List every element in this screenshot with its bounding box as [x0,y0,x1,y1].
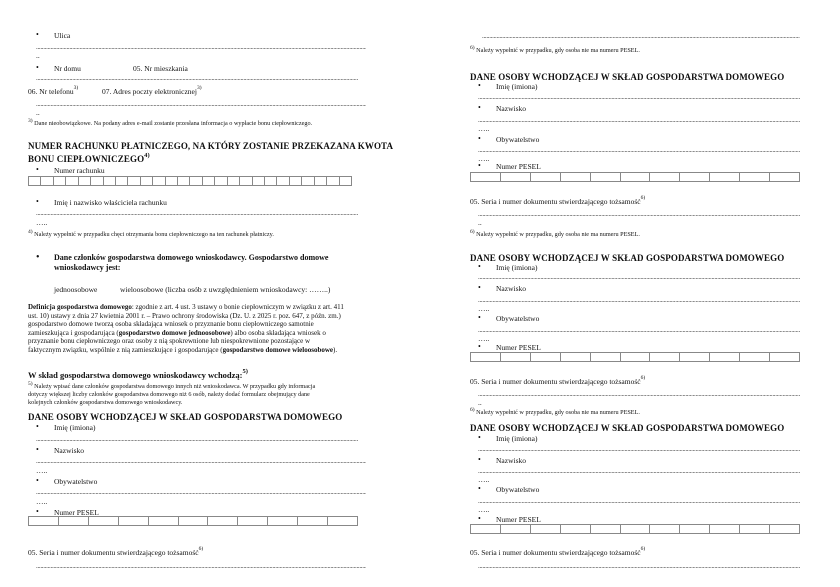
nazwisko-field[interactable] [478,296,800,304]
document-label: 05. Seria i numer dokumentu stwierdzającego tożsamość$^{6)}$ [470,546,646,557]
nazwisko-label: Nazwisko [496,104,526,113]
nazwisko-label: Nazwisko [496,456,526,465]
footnote-5: 5) Należy wpisać dane członków gospodarstwa domowego innych niż wnioskodawca. W przypadku gdy informacja dotyczy większej liczby członków gospodarstwa domowego niż 6 osób, należy dodać formularz obejmujący dane kolejnych członków gospodarstwa domowego wnioskodawcy. [28,381,316,407]
left-page [28,0,394,587]
obywatelstwo-field[interactable] [478,326,800,334]
nr-rachunku-label: Numer rachunku [54,166,105,175]
bullet: • [478,283,481,292]
bullet: • [36,476,39,485]
obywatelstwo-label: Obywatelstwo [496,314,540,323]
right-page [470,0,800,587]
adres-poczty-label: 07. Adres poczty elektronicznej$^{3)}$ [102,85,202,96]
ellipsis: ….. [478,505,490,514]
bullet: • [478,262,481,271]
person-heading: DANE OSOBY WCHODZĄCEJ W SKŁAD GOSPODARSTWA DOMOWEGO [470,423,785,433]
bullet: • [36,507,39,516]
imie-label: Imię (imiona) [496,263,538,272]
account-number-grid[interactable] [28,176,352,186]
account-heading: NUMER RACHUNKU PŁATNICZEGO, NA KTÓRY ZOSTANIE PRZEKAZANA KWOTA [28,141,394,151]
pesel-grid[interactable] [28,516,358,526]
nr-domu-field[interactable] [36,74,358,82]
bullet: • [478,313,481,322]
imie-field[interactable] [478,93,800,101]
nr-domu-label: Nr domu [54,64,81,73]
ellipsis: ….. [36,466,48,475]
ellipsis: ….. [478,304,490,313]
ellipsis: ….. [478,475,490,484]
obywatelstwo-field[interactable] [478,497,800,505]
nr-telefonu-label: 06. Nr telefonu$^{3)}$ [28,85,79,96]
document-field[interactable] [478,210,800,218]
pesel-label: Numer PESEL [496,515,541,524]
members-heading: W skład gospodarstwa domowego wnioskodawcy wchodzą:$^{5)}$ [28,368,248,380]
footnote-6: 6) Należy wypełnić w przypadku, gdy osoba nie ma numeru PESEL. [470,407,640,416]
definition-text: Definicja gospodarstwa domowego: zgodnie z art. 4 ust. 3 ustawy o bonie ciepłowniczym w związku z art. 411 ust. 10) ustawy z dnia 27 kwietnia 2001 r. – Prawo ochrony środowiska (Dz. U. z 2025 r. poz. 647, z późn. zm.) gospodarstwo domowe tworzą osoba składająca wniosek o przyznanie bonu ciepłowniczego samotnie zamieszkująca i gospodarująca (gospodarstwo domowe jednoosobowe) albo osoba składająca wniosek o przyznanie bonu ciepłowniczego oraz osoby z nią spokrewnione lub niespokrewnione pozostające w faktycznym związku, wspólnie z nią zamieszkujące i gospodarujące (gospodarstwo domowe wieloosobowe). [28,303,344,354]
dotdot: .. [36,51,40,60]
account-heading-2: BONU CIEPŁOWNICZEGO$^{4)}$ [28,152,150,164]
bullet: • [478,455,481,464]
bullet: • [478,433,481,442]
bullet: • [478,103,481,112]
pesel-label: Numer PESEL [496,162,541,171]
footnote-3: 3) Dane nieobowiązkowe. Na podany adres e-mail zostanie przesłana informacja o wypłacie bonu ciepłowniczego. [28,118,313,127]
ellipsis: ….. [36,218,48,227]
ellipsis: ….. [478,334,490,343]
nazwisko-field[interactable] [478,116,800,124]
person-heading: DANE OSOBY WCHODZĄCEJ W SKŁAD GOSPODARSTWA DOMOWEGO [28,412,343,422]
nazwisko-field[interactable] [36,457,366,465]
owner-name-label: Imię i nazwisko właściciela rachunku [54,198,167,207]
pesel-grid[interactable] [470,352,800,362]
bullet: • [478,134,481,143]
bullet: • [36,197,39,206]
bullet: • [478,484,481,493]
imie-field[interactable] [478,445,800,453]
bullet: • [478,81,481,90]
pesel-grid[interactable] [470,524,800,534]
nazwisko-field[interactable] [478,467,800,475]
checkbox-multi-person[interactable]: wieloosobowe (liczba osób z uwzględnieniem wnioskodawcy: ……..) [120,285,331,294]
obywatelstwo-field[interactable] [478,146,800,154]
contact-field[interactable] [36,100,366,108]
dotdot: .. [478,398,482,407]
bullet: • [36,252,40,263]
obywatelstwo-label: Obywatelstwo [496,135,540,144]
obywatelstwo-label: Obywatelstwo [54,477,98,486]
footnote-4: 4) Należy wypełnić w przypadku chęci otrzymania bonu ciepłowniczego na ten rachunek płatniczy. [28,229,274,238]
bullet: • [478,342,481,351]
imie-label: Imię (imiona) [54,423,96,432]
document-label: 05. Seria i numer dokumentu stwierdzającego tożsamość$^{6)}$ [470,195,646,206]
obywatelstwo-label: Obywatelstwo [496,485,540,494]
document-field[interactable] [478,390,800,398]
person-heading: DANE OSOBY WCHODZĄCEJ W SKŁAD GOSPODARSTWA DOMOWEGO [470,253,785,263]
owner-name-field[interactable] [36,209,358,217]
dotdot: .. [36,108,40,117]
ellipsis: ….. [36,497,48,506]
footnote-6: 6) Należy wypełnić w przypadku, gdy osoba nie ma numeru PESEL. [470,45,640,54]
household-data-heading-2: wnioskodawcy jest: [54,263,121,272]
pesel-label: Numer PESEL [54,508,99,517]
ellipsis: ….. [478,154,490,163]
checkbox-one-person[interactable]: jednoosobowe [54,285,98,294]
document-field[interactable] [478,562,800,570]
person-heading: DANE OSOBY WCHODZĄCEJ W SKŁAD GOSPODARSTWA DOMOWEGO [470,72,785,82]
footnote-6: 6) Należy wypełnić w przypadku, gdy osoba nie ma numeru PESEL. [470,229,640,238]
ulica-field[interactable] [36,43,366,51]
pesel-grid[interactable] [470,172,800,182]
document-label: 05. Seria i numer dokumentu stwierdzającego tożsamość$^{6)}$ [470,375,646,386]
dotdot: .. [478,218,482,227]
document-field[interactable] [36,562,366,570]
imie-field[interactable] [478,273,800,281]
bullet: • [478,514,481,523]
bullet: • [478,161,481,170]
ellipsis: ….. [478,124,490,133]
bullet: • [36,445,39,454]
nr-mieszkania-label: 05. Nr mieszkania [133,64,188,73]
pesel-label: Numer PESEL [496,343,541,352]
imie-field[interactable] [36,435,358,443]
document-label: 05. Seria i numer dokumentu stwierdzającego tożsamość$^{6)}$ [28,546,204,557]
imie-label: Imię (imiona) [496,434,538,443]
obywatelstwo-field[interactable] [36,488,366,496]
document-field-continued[interactable] [482,32,800,40]
nazwisko-label: Nazwisko [54,446,84,455]
bullet: • [36,165,39,174]
nazwisko-label: Nazwisko [496,284,526,293]
household-data-heading: Dane członków gospodarstwa domowego wnioskodawcy. Gospodarstwo domowe [54,253,329,262]
bullet: • [36,30,39,39]
ulica-label: Ulica [54,31,71,40]
imie-label: Imię (imiona) [496,82,538,91]
bullet: • [36,422,39,431]
bullet: • [36,63,39,72]
